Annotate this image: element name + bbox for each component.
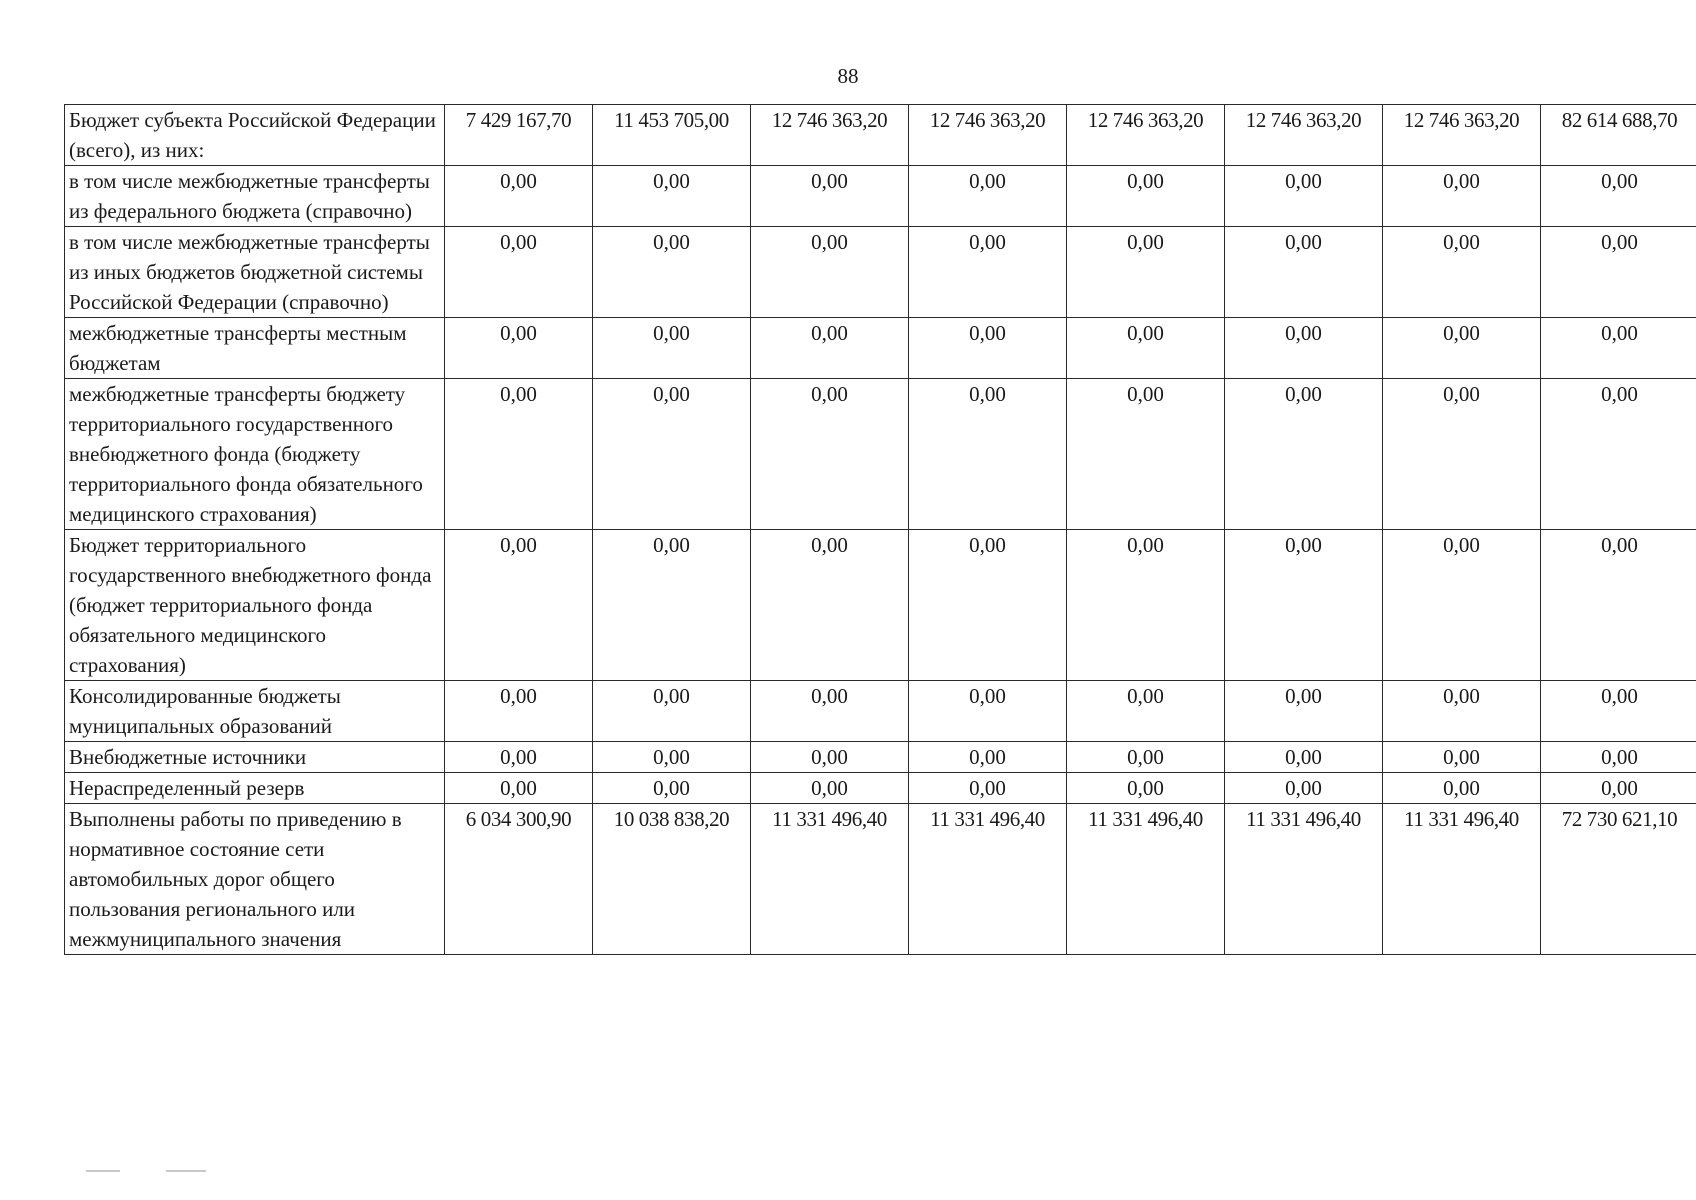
cell-value: 0,00 (445, 379, 593, 530)
cell-value: 0,00 (909, 318, 1067, 379)
cell-value: 0,00 (751, 227, 909, 318)
cell-value: 0,00 (1067, 166, 1225, 227)
cell-value: 0,00 (593, 681, 751, 742)
cell-value: 0,00 (1225, 773, 1383, 804)
cell-value: 0,00 (1541, 227, 1696, 318)
page-number: 88 (837, 64, 859, 88)
cell-value: 0,00 (445, 318, 593, 379)
cell-value: 0,00 (751, 318, 909, 379)
cell-value: 0,00 (1067, 681, 1225, 742)
cell-value: 0,00 (1383, 530, 1541, 681)
cell-value: 11 453 705,00 (593, 105, 751, 166)
cell-value: 0,00 (1541, 773, 1696, 804)
cell-value: 0,00 (1383, 742, 1541, 773)
cell-value: 7 429 167,70 (445, 105, 593, 166)
scan-artifact (166, 1170, 206, 1172)
row-label: Консолидированные бюджеты муниципальных образований (65, 681, 445, 742)
cell-value: 0,00 (1541, 681, 1696, 742)
cell-value: 0,00 (1225, 227, 1383, 318)
table-row (65, 379, 1696, 530)
cell-value: 0,00 (751, 379, 909, 530)
cell-value: 0,00 (751, 742, 909, 773)
cell-value: 0,00 (1383, 773, 1541, 804)
cell-value: 0,00 (593, 166, 751, 227)
cell-value: 0,00 (593, 227, 751, 318)
table-row (65, 318, 1696, 379)
cell-value: 11 331 496,40 (751, 804, 909, 955)
cell-value: 0,00 (1541, 379, 1696, 530)
cell-value: 12 746 363,20 (751, 105, 909, 166)
table-row (65, 742, 1696, 773)
cell-value: 0,00 (445, 742, 593, 773)
cell-value: 0,00 (1541, 742, 1696, 773)
cell-value: 12 746 363,20 (1225, 105, 1383, 166)
table-row (65, 227, 1696, 318)
cell-value: 0,00 (1225, 379, 1383, 530)
cell-value: 0,00 (593, 318, 751, 379)
row-label: Выполнены работы по приведению в нормативное состояние сети автомобильных дорог общего пользования регионального или межмуниципального значения (65, 804, 445, 955)
cell-value: 0,00 (751, 773, 909, 804)
cell-value: 0,00 (1067, 530, 1225, 681)
cell-value: 0,00 (1067, 227, 1225, 318)
cell-value: 0,00 (1225, 318, 1383, 379)
table-row (65, 681, 1696, 742)
cell-value: 11 331 496,40 (1383, 804, 1541, 955)
row-label: в том числе межбюджетные трансферты из иных бюджетов бюджетной системы Российской Федерации (справочно) (65, 227, 445, 318)
cell-value: 0,00 (1225, 742, 1383, 773)
cell-value: 0,00 (1383, 681, 1541, 742)
cell-value: 0,00 (1225, 530, 1383, 681)
table-row (65, 166, 1696, 227)
cell-value: 0,00 (909, 681, 1067, 742)
cell-value: 0,00 (1541, 530, 1696, 681)
cell-value: 0,00 (1225, 681, 1383, 742)
row-label: межбюджетные трансферты бюджету территориального государственного внебюджетного фонда (бюджету территориального фонда обязательного медицинского страхования) (65, 379, 445, 530)
cell-value: 0,00 (1541, 318, 1696, 379)
cell-value: 0,00 (751, 530, 909, 681)
cell-value: 82 614 688,70 (1541, 105, 1696, 166)
cell-value: 0,00 (1067, 742, 1225, 773)
cell-value: 0,00 (909, 530, 1067, 681)
cell-value: 11 331 496,40 (1067, 804, 1225, 955)
cell-value: 0,00 (909, 742, 1067, 773)
cell-value: 0,00 (909, 166, 1067, 227)
cell-value: 12 746 363,20 (1067, 105, 1225, 166)
cell-value: 0,00 (1383, 379, 1541, 530)
cell-value: 0,00 (445, 166, 593, 227)
cell-value: 11 331 496,40 (1225, 804, 1383, 955)
cell-value: 0,00 (1383, 318, 1541, 379)
cell-value: 0,00 (1067, 318, 1225, 379)
cell-value: 0,00 (593, 379, 751, 530)
cell-value: 0,00 (909, 773, 1067, 804)
cell-value: 0,00 (1383, 166, 1541, 227)
cell-value: 12 746 363,20 (909, 105, 1067, 166)
cell-value: 0,00 (445, 227, 593, 318)
cell-value: 0,00 (1225, 166, 1383, 227)
cell-value: 0,00 (593, 773, 751, 804)
cell-value: 0,00 (1383, 227, 1541, 318)
cell-value: 0,00 (751, 681, 909, 742)
cell-value: 6 034 300,90 (445, 804, 593, 955)
cell-value: 0,00 (593, 742, 751, 773)
row-label: в том числе межбюджетные трансферты из федерального бюджета (справочно) (65, 166, 445, 227)
cell-value: 0,00 (1067, 773, 1225, 804)
cell-value: 10 038 838,20 (593, 804, 751, 955)
cell-value: 72 730 621,10 (1541, 804, 1696, 955)
row-label: Внебюджетные источники (65, 742, 445, 773)
cell-value: 0,00 (1067, 379, 1225, 530)
cell-value: 0,00 (445, 530, 593, 681)
cell-value: 0,00 (1541, 166, 1696, 227)
row-label: Бюджет территориального государственного внебюджетного фонда (бюджет территориального фонда обязательного медицинского страхования) (65, 530, 445, 681)
table-row (65, 773, 1696, 804)
table-row (65, 530, 1696, 681)
cell-value: 0,00 (445, 681, 593, 742)
row-label: Нераспределенный резерв (65, 773, 445, 804)
cell-value: 0,00 (909, 227, 1067, 318)
cell-value: 12 746 363,20 (1383, 105, 1541, 166)
cell-value: 0,00 (909, 379, 1067, 530)
budget-table (64, 104, 1696, 955)
scan-artifact (86, 1170, 120, 1172)
row-label: межбюджетные трансферты местным бюджетам (65, 318, 445, 379)
cell-value: 11 331 496,40 (909, 804, 1067, 955)
cell-value: 0,00 (593, 530, 751, 681)
table-row (65, 804, 1696, 955)
table-row (65, 105, 1696, 166)
cell-value: 0,00 (445, 773, 593, 804)
row-label: Бюджет субъекта Российской Федерации (всего), из них: (65, 105, 445, 166)
cell-value: 0,00 (751, 166, 909, 227)
